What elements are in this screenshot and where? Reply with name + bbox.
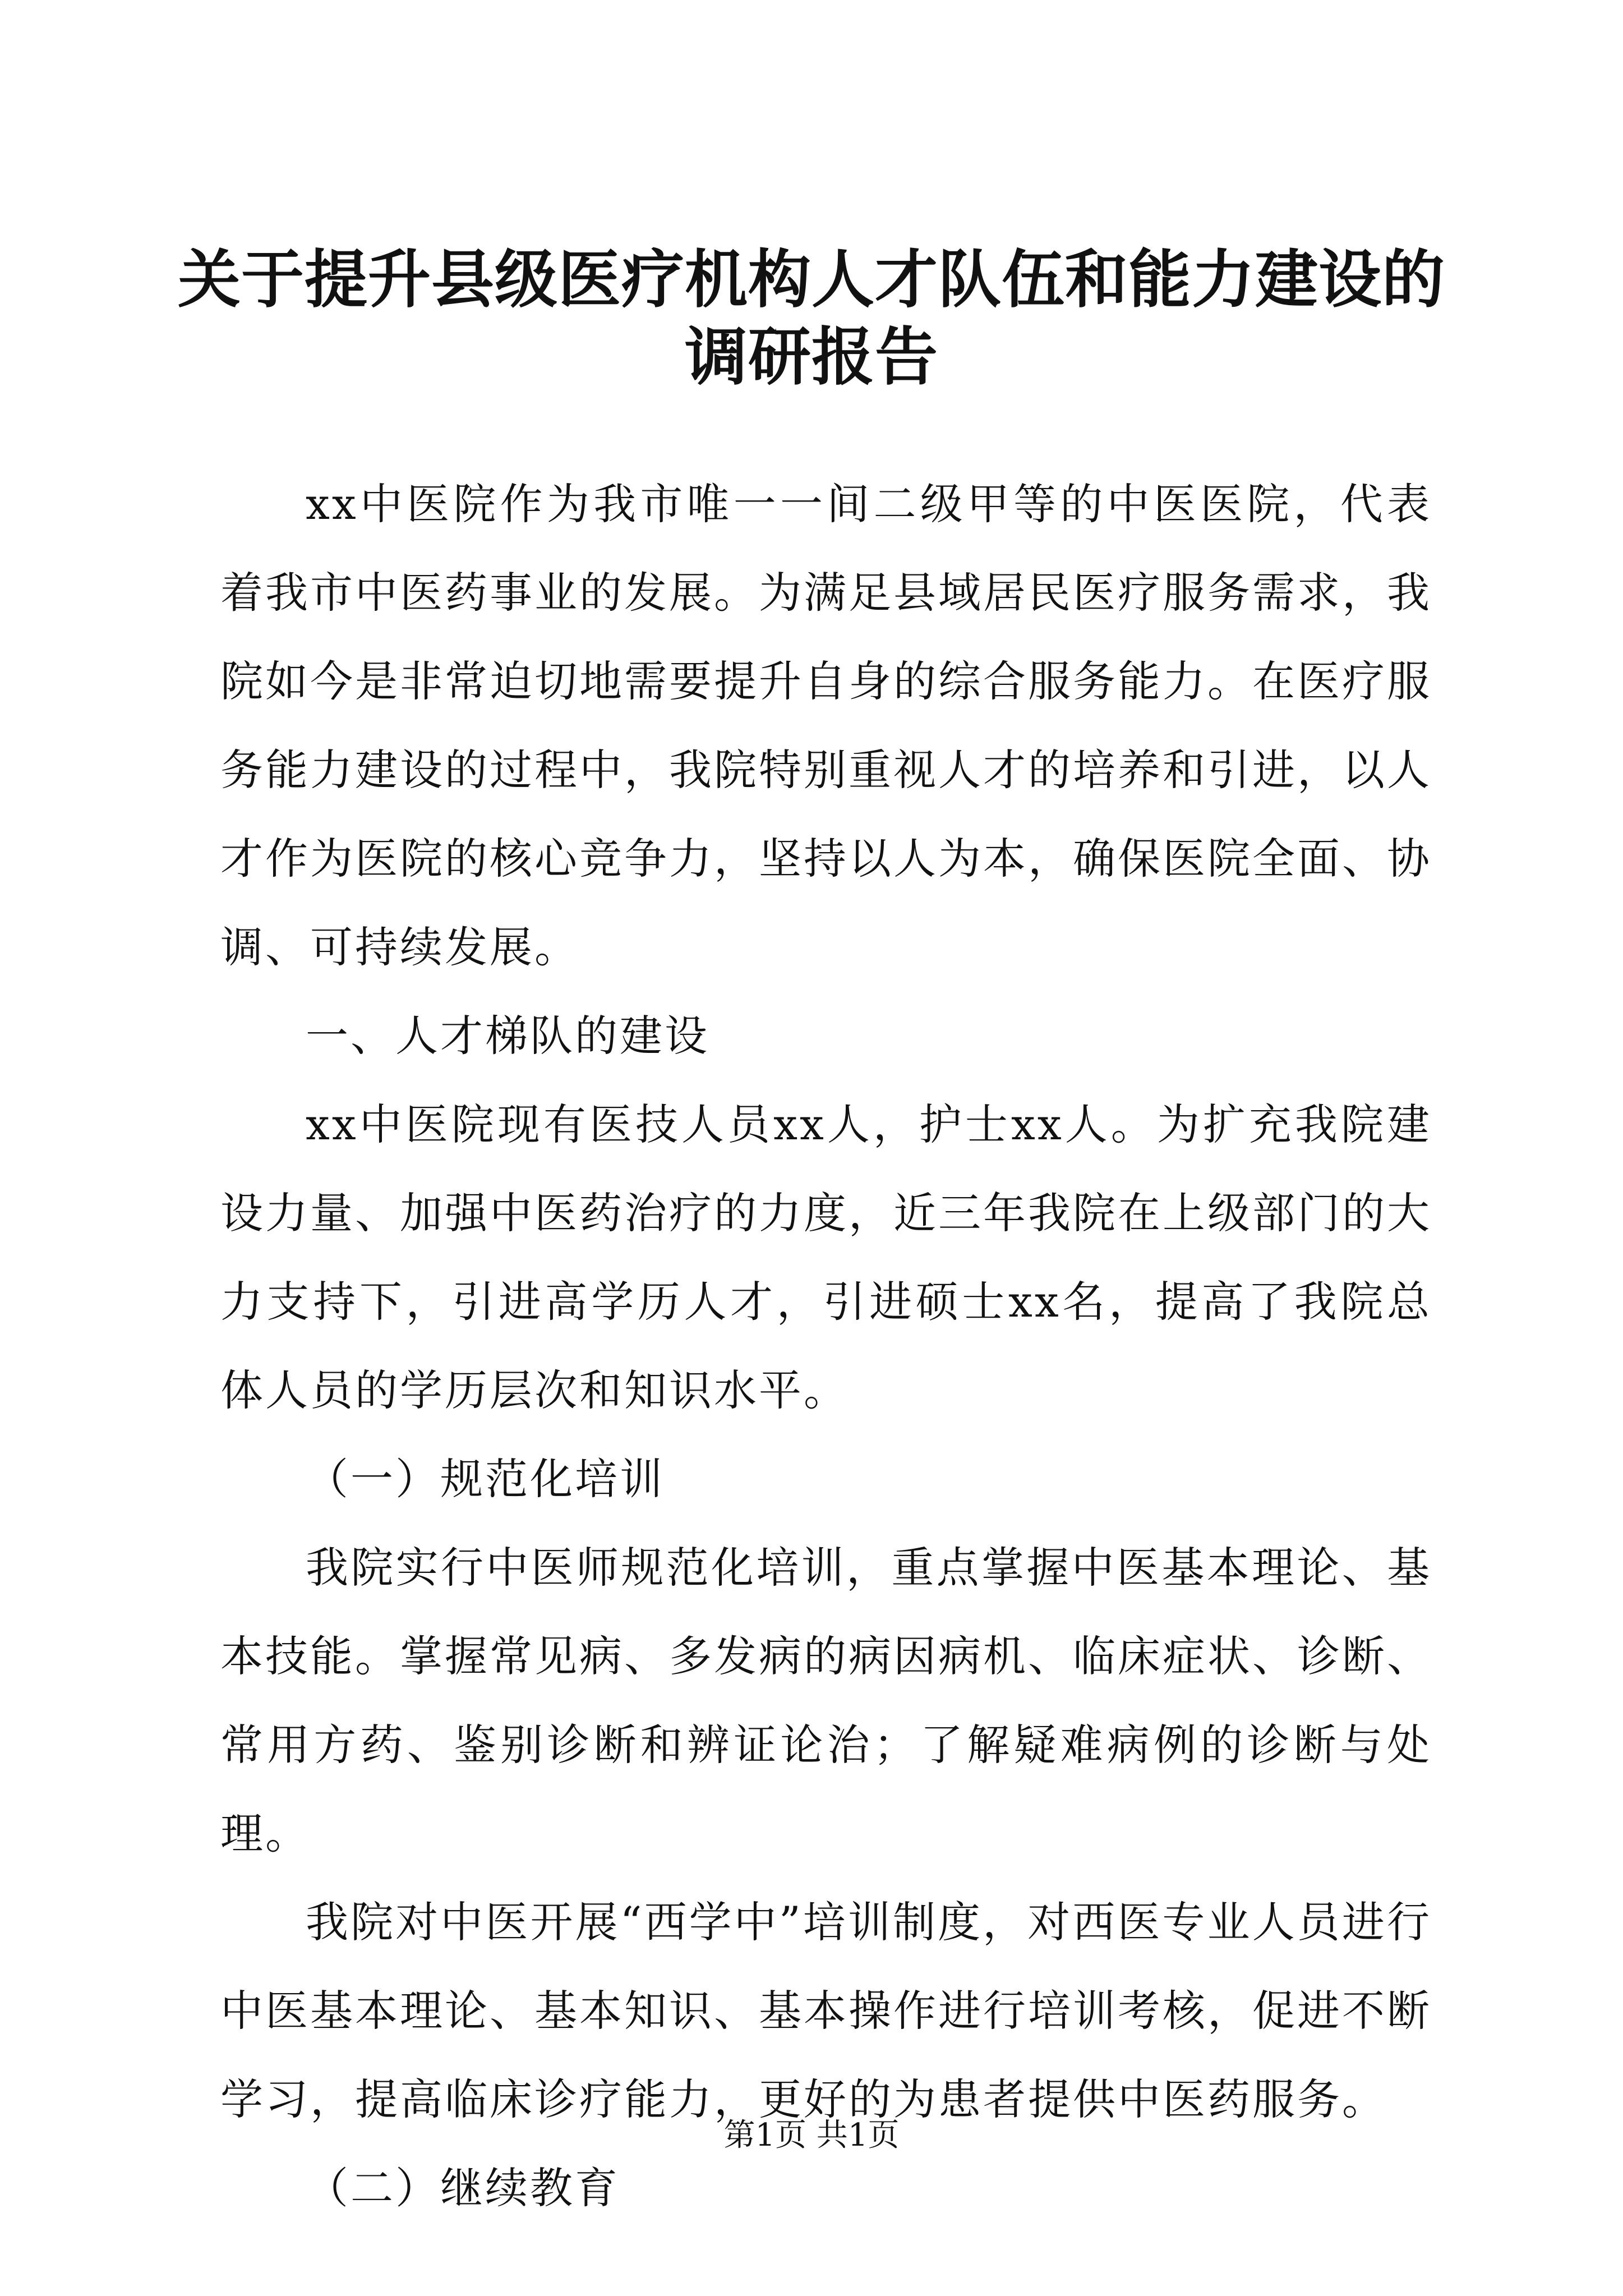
document-body (220, 460, 1432, 2233)
subsection-heading-1: （一）规范化培训 (306, 1454, 665, 1504)
title-line-2: 调研报告 (685, 320, 938, 394)
document-title (168, 241, 1455, 396)
section-heading-1: 一、人才梯队的建设 (306, 1011, 709, 1061)
page-number: 第1页 共1页 (723, 2117, 900, 2154)
paragraph-training: 我院实行中医师规范化培训，重点掌握中医基本理论、基本技能。掌握常见病、多发病的病因病机、临床症状、诊断、常用方药、鉴别诊断和辨证论治；了解疑难病例的诊断与处理。 (220, 1543, 1432, 1858)
paragraph-intro: xx中医院作为我市唯一一间二级甲等的中医医院，代表着我市中医药事业的发展。为满足县域居民医疗服务需求，我院如今是非常迫切地需要提升自身的综合服务能力。在医疗服务能力建设的过程中，我院特别重视人才的培养和引进，以人才作为医院的核心竞争力，坚持以人为本，确保医院全面、协调、可持续发展。 (220, 479, 1432, 972)
title-line-1: 关于提升县级医疗机构人才队伍和能力建设的 (178, 243, 1445, 316)
paragraph-western-learning: 我院对中医开展“西学中”培训制度，对西医专业人员进行中医基本理论、基本知识、基本操作进行培训考核，促进不断学习，提高临床诊疗能力，更好的为患者提供中医药服务。 (220, 1897, 1432, 2124)
subsection-heading-2: （二）继续教育 (306, 2163, 620, 2213)
paragraph-staff: xx中医院现有医技人员xx人，护士xx人。为扩充我院建设力量、加强中医药治疗的力度，近三年我院在上级部门的大力支持下，引进高学历人才，引进硕士xx名，提高了我院总体人员的学历层次和知识水平。 (220, 1099, 1432, 1415)
page-footer (0, 2116, 1623, 2155)
